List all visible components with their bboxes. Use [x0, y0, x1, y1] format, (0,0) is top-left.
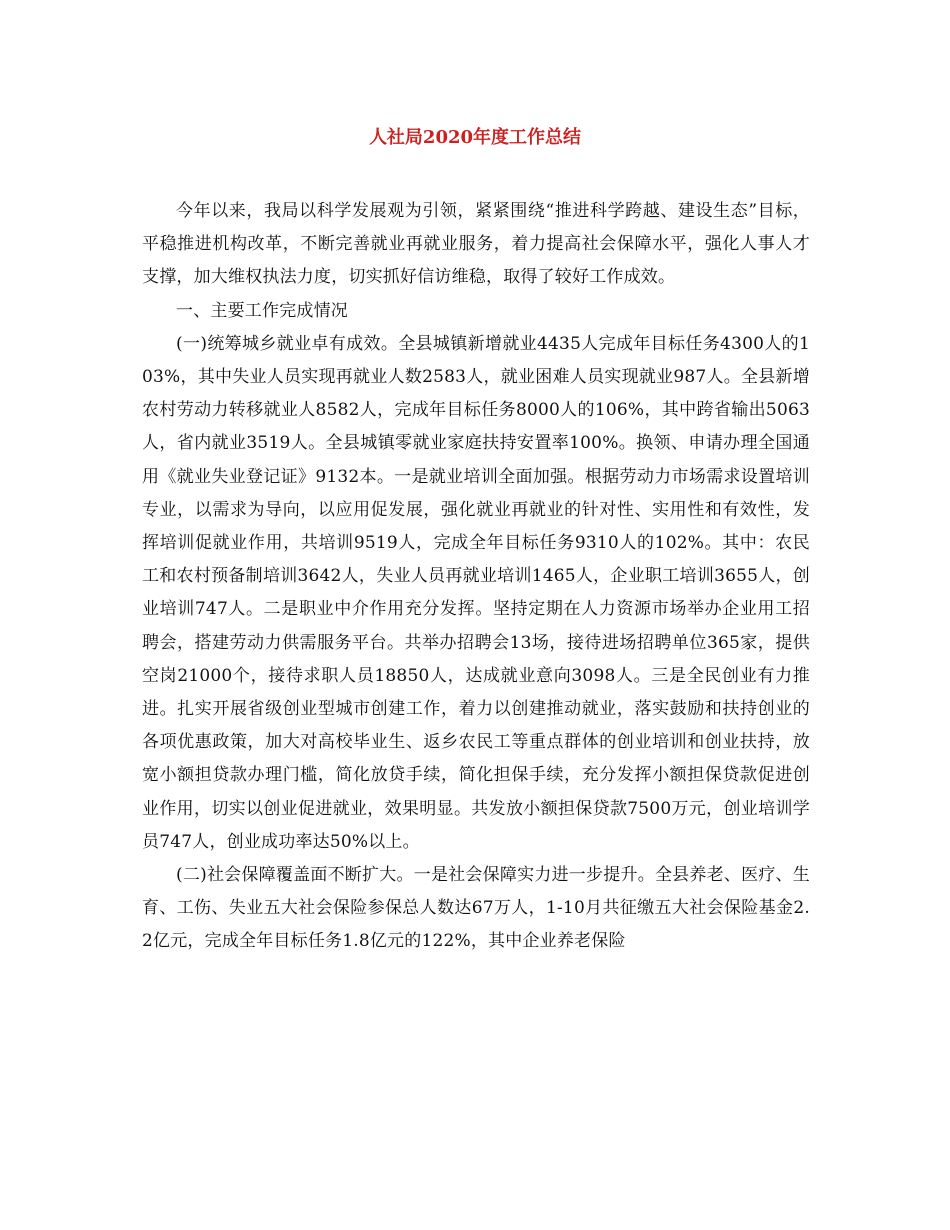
- document-title: 人社局2020年度工作总结: [368, 127, 582, 148]
- section-heading: 一、主要工作完成情况: [176, 300, 348, 321]
- intro-paragraph: 今年以来，我局以科学发展观为引领，紧紧围绕“推进科学跨越、建设生态”目标，平稳推进机构改革，不断完善就业再就业服务，着力提高社会保障水平，强化人事人才支撑，加大维权执法力度，切实抓好信访维稳，取得了较好工作成效。: [142, 201, 810, 288]
- social-security-paragraph: (二)社会保障覆盖面不断扩大。一是社会保障实力进一步提升。全县养老、医疗、生育、工伤、失业五大社会保险参保总人数达67万人，1-10月共征缴五大社会保险基金2.2亿元，完成全年目标任务1.8亿元的122%，其中企业养老保险: [142, 865, 810, 952]
- document-body: [142, 195, 810, 959]
- employment-paragraph: (一)统筹城乡就业卓有成效。全县城镇新增就业4435人完成年目标任务4300人的103%，其中失业人员实现再就业人数2583人，就业困难人员实现就业987人。全县新增农村劳动力转移就业人8582人，完成年目标任务8000人的106%，其中跨省输出5063人，省内就业3519人。全县城镇零就业家庭扶持安置率100%。换领、申请办理全国通用《就业失业登记证》9132本。一是就业培训全面加强。根据劳动力市场需求设置培训专业，以需求为导向，以应用促发展，强化就业再就业的针对性、实用性和有效性，发挥培训促就业作用，共培训9519人，完成全年目标任务9310人的102%。其中：农民工和农村预备制培训3642人，失业人员再就业培训1465人，企业职工培训3655人，创业培训747人。二是职业中介作用充分发挥。坚持定期在人力资源市场举办企业用工招聘会，搭建劳动力供需服务平台。共举办招聘会13场，接待进场招聘单位365家，提供空岗21000个，接待求职人员18850人，达成就业意向3098人。三是全民创业有力推进。扎实开展省级创业型城市创建工作，着力以创建推动就业，落实鼓励和扶持创业的各项优惠政策，加大对高校毕业生、返乡农民工等重点群体的创业培训和创业扶持，放宽小额担贷款办理门槛，简化放贷手续，简化担保手续，充分发挥小额担保贷款促进创业作用，切实以创业促进就业，效果明显。共发放小额担保贷款7500万元，创业培训学员747人，创业成功率达50%以上。: [142, 333, 810, 852]
